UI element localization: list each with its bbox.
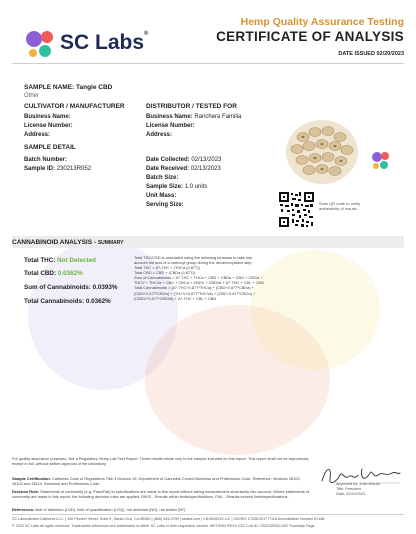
sum-of-cannabinoids: Sum of Cannabinoids: 0.0393% [24,284,118,291]
unit-mass-label: Unit Mass: [146,193,177,199]
brand-name: SC Labs® [60,31,149,54]
distributor-business: Business Name: Ranchera Familia [146,114,242,120]
sample-name: SAMPLE NAME: Tangie CBD [24,84,113,91]
cultivator-address-label: Address: [24,132,51,138]
sample-size: Sample Size: 1.0 units [146,184,208,190]
total-thc: Total THC: Not Detected [24,257,96,264]
qr-code-icon[interactable] [278,191,315,228]
sample-certification: Sample Certification: California Code of Regulations Title 4 Division 19. Department of Cannabis Control Business and Professions Code. Reference: Sections 26100, 26104 and 26110, Business and Professions Code. [12,476,301,487]
batch-number-label: Batch Number: [24,157,68,163]
decorative-blob-pink [145,305,330,455]
decision-rule: Decision Rule: Statements of conformity (e.g. Pass/Fail) to specifications are made in this report without taking measurement uncertainty into account. Where statements of conformity are made in this report, the following decision rules are applied: PASS - Results within limits/specifications, FAIL - Results exceed limits/specifications. [12,489,310,500]
sc-labs-logo-icon [24,28,60,60]
cultivator-business-label: Business Name: [24,114,71,120]
references: References: limit of detection (LOD), limit of quantification (LOQ), not detected (ND), not tested (NT) [12,507,186,512]
distributor-license-label: License Number: [146,123,195,129]
total-cannabinoids: Total Cannabinoids: 0.0362% [24,298,111,305]
total-cbd: Total CBD: 0.0362% [24,270,83,277]
cultivator-heading: CULTIVATOR / MANUFACTURER [24,103,125,110]
footer-divider [12,514,404,515]
date-received: Date Received: 02/13/2023 [146,166,221,172]
sc-labs-mark-icon [370,150,392,172]
lab-address: SC Laboratories California LLC. | 100 Pioneer Street, Suite E, Santa Cruz, CA 95060 | (866) 435-0709 | sclabs.com | C8-0000013-LIC | ISO/IES 17025:2017 PJLA Accreditation Number 87168 [12,517,325,521]
sample-type: Other [24,93,40,99]
report-subtitle: Hemp Quality Assurance Testing [240,16,404,28]
qr-caption: Scan QR code to verify authenticity of results. [319,201,361,211]
sample-id: Sample ID: 230213R052 [24,166,92,172]
header-divider [12,63,404,64]
date-collected: Date Collected: 02/13/2023 [146,157,222,163]
disclaimer-text: For quality assurance purposes. Not a Regulatory Hemp Lab Test Report. These results relate only to the sample included on this report. This report shall not be reproduced, except in full, without written approval of the laboratory. [12,456,310,467]
serving-size-label: Serving Size: [146,202,184,208]
product-image [283,112,361,188]
sc-labs-logo [24,28,174,60]
sample-detail-heading: SAMPLE DETAIL [24,144,76,151]
formula-notes: Total THC/CBD is calculated using the following formulas to take into account the loss of a carboxyl group during the decarboxylation step: Total THC = Δ⁹-THC + (THCa (0.877)) Total CBD = CBD + (CBDa (0.877)) Sum of Cannabinoids = Δ⁹-THC + THCa + CBD + CBDa + CBG + CBGa + THCV + THCVa + CBC + CBCa + CBDV + CBDVa + Δ⁸-THC + CBL + CBN Total Cannabinoids = (Δ⁹-THC+0.877*THCa) + (CBD+0.877*CBDa) + (CBG+0.877*CBGa) + (THCV+0.877*THCVa) + (CBC+0.877*CBCa) + (CBDV+0.877*CBDVa) + Δ⁸-THC + CBL + CBN [134,255,264,301]
report-title: CERTIFICATE OF ANALYSIS [216,29,404,44]
approval-block: Approved by: Josh Wurzer Title: President Date: 02/20/2023 [336,482,381,496]
batch-size-label: Batch Size: [146,175,179,181]
distributor-address-label: Address: [146,132,173,138]
cultivator-license-label: License Number: [24,123,73,129]
analysis-title: CANNABINOID ANALYSIS - SUMMARY [12,239,124,246]
distributor-heading: DISTRIBUTOR / TESTED FOR [146,103,237,110]
copyright-line: © 2022 SC Labs all rights reserved. Trademarks referenced are trademarks of either SC Labs or their respective owners. MKT0002 REV9 2/22 CoA ID: 230213R052-002 Summary Page [12,524,315,528]
date-issued: DATE ISSUED 02/20/2023 [338,51,404,57]
